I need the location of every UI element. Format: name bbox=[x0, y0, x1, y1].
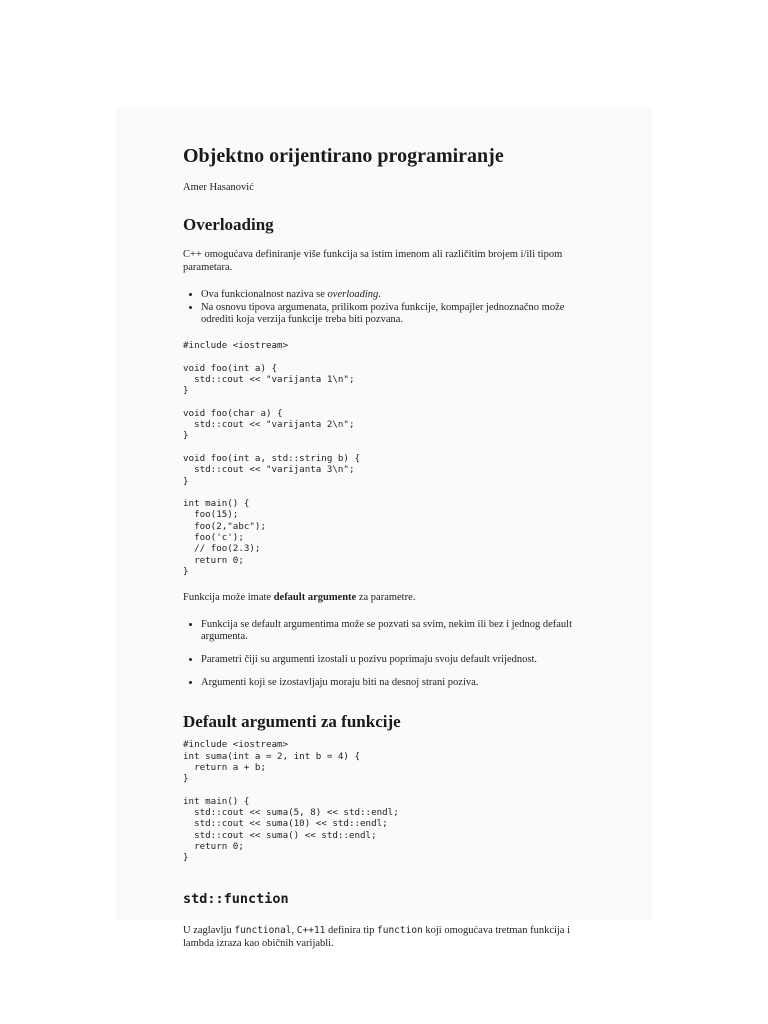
overloading-list bbox=[183, 288, 593, 326]
paragraph-text: Funkcija može imate bbox=[183, 592, 274, 604]
overloading-intro: C++ omogućava definiranje više funkcija sa istim imenom ali različitim brojem i/ili tipom parametara. bbox=[183, 249, 563, 273]
document-page bbox=[116, 107, 652, 949]
section-heading-default-args: Default argumenti za funkcije bbox=[183, 712, 401, 732]
section-heading-std-function: std::function bbox=[183, 890, 289, 907]
list-item-text: Ova funkcionalnost naziva se bbox=[201, 289, 328, 300]
inline-code: C++11 bbox=[296, 924, 326, 936]
emphasis-text: overloading bbox=[327, 289, 379, 300]
std-function-paragraph bbox=[183, 924, 593, 950]
document-title: Objektno orijentirano programiranje bbox=[183, 145, 504, 167]
code-block-default-args: #include <iostream> int suma(int a = 2, int b = 4) { return a + b; } int main() { std::cout << suma(5, 8) << std::endl; std::cout << suma(10) << std::endl; std::cout << suma() << std::endl; return 0; } bbox=[183, 739, 399, 864]
default-args-intro bbox=[183, 591, 593, 604]
bold-text: default argumente bbox=[273, 592, 357, 604]
document-content bbox=[183, 143, 593, 950]
default-args-list bbox=[183, 676, 593, 689]
list-item: • Parametri čiji su argumenti izostali u pozivu poprimaju svoju default vrijednost. bbox=[201, 653, 593, 666]
paragraph-text: koji omogućava tretman funkcija i lambda izraza kao običnih varijabli. bbox=[183, 924, 571, 949]
paragraph-text: , bbox=[291, 924, 297, 936]
code-block-overloading: #include <iostream> void foo(int a) { std::cout << "varijanta 1\n"; } void foo(char a) { std::cout << "varijanta 2\n"; } void foo(int a, std::string b) { std::cout << "varijanta 3\n"; } int main() { foo(15); foo(2,"abc"); foo('c'); // foo(2.3); return 0; } bbox=[183, 340, 361, 577]
list-item: • Funkcija se default argumentima može se pozvati sa svim, nekim ili bez i jednog default argumenta. bbox=[201, 618, 593, 643]
paragraph-text: za parametre. bbox=[356, 592, 416, 604]
default-args-list bbox=[183, 653, 593, 666]
default-args-list bbox=[183, 618, 593, 643]
paragraph-text: U zaglavlju bbox=[183, 924, 235, 936]
list-item bbox=[201, 288, 593, 301]
section-heading-overloading: Overloading bbox=[183, 215, 274, 234]
paragraph-text: definira tip bbox=[325, 924, 377, 936]
list-item-text: . bbox=[378, 289, 381, 300]
inline-code: functional bbox=[234, 924, 292, 936]
author-name: Amer Hasanović bbox=[183, 182, 254, 193]
inline-code: function bbox=[377, 924, 423, 936]
list-item: • Argumenti koji se izostavljaju moraju biti na desnoj strani poziva. bbox=[201, 676, 593, 689]
list-item: • Na osnovu tipova argumenata, prilikom poziva funkcije, kompajler jednoznačno može odrediti koja verzija funkcije treba biti pozvana. bbox=[201, 301, 593, 326]
